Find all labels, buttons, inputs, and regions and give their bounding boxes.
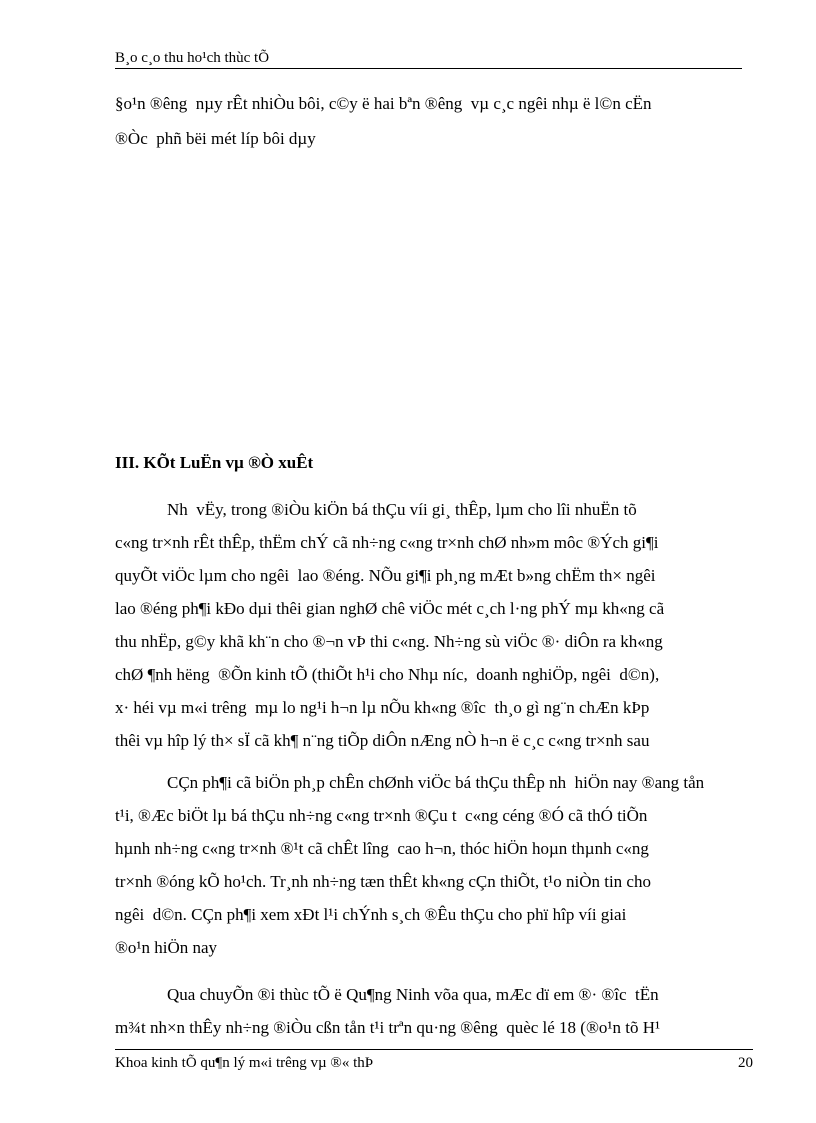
- text-line: quyÕt viÖc lµm cho ngêi lao ®éng. NÕu gi¶i ph¸ng mÆt b»ng chËm th× ngêi: [115, 566, 656, 585]
- text-line: Qua chuyÕn ®i thùc tÕ ë Qu¶ng Ninh võa qua, mÆc dï em ®· ®îc tËn: [167, 985, 659, 1004]
- text-line: t¹i, ®Æc biÖt lµ bá thÇu nh÷ng c«ng tr×nh ®Çu t c«ng céng ®Ó cã thÓ tiÕn: [115, 806, 648, 825]
- page-header: [115, 48, 742, 69]
- text-line: ®Òc phñ bëi mét líp bôi dµy: [115, 129, 316, 148]
- page-number: 20: [738, 1055, 753, 1071]
- text-line: ®o¹n hiÖn nay: [115, 938, 218, 957]
- text-line: hµnh nh÷ng c«ng tr×nh ®¹t cã chÊt lîng cao h¬n, thóc hiÖn hoµn thµnh c«ng: [115, 839, 649, 858]
- text-line: thu nhËp, g©y khã kh¨n cho ®¬n vÞ thi c«ng. Nh÷ng sù viÖc ®· diÔn ra kh«ng: [115, 632, 663, 651]
- footer-label: Khoa kinh tÕ qu¶n lý m«i trêng vµ ®« thÞ: [115, 1055, 374, 1071]
- text-line: chØ ¶nh hëng ®Õn kinh tÕ (thiÕt h¹i cho Nhµ níc, doanh nghiÖp, ngêi d©n),: [115, 665, 660, 684]
- text-line: tr×nh ®óng kÕ ho¹ch. Tr¸nh nh÷ng tæn thÊt kh«ng cÇn thiÕt, t¹o niÒn tin cho: [115, 872, 651, 891]
- text-line: lao ®éng ph¶i kÐo dµi thêi gian nghØ chê viÖc mét c¸ch l·ng phÝ mµ kh«ng cã: [115, 599, 665, 618]
- text-line: x· héi vµ m«i trêng mµ lo ng¹i h¬n lµ nÕu kh«ng ®îc th¸o gì ng¨n chÆn kÞp: [115, 698, 650, 717]
- text-line: m¾t nh×n thÊy nh÷ng ®iÒu cßn tån t¹i trªn qu·ng ®êng quèc lé 18 (®o¹n tõ H¹: [115, 1018, 661, 1037]
- text-line: c«ng tr×nh rÊt thÊp, thËm chÝ cã nh÷ng c«ng tr×nh chØ nh»m môc ®Ých gi¶i: [115, 533, 659, 552]
- header-title: B¸o c¸o thu ho¹ch thùc tÕ: [115, 50, 270, 66]
- text-line: thêi vµ hîp lý th× sÏ cã kh¶ n¨ng tiÕp diÔn nÆng nÒ h¬n ë c¸c c«ng tr×nh sau: [115, 731, 650, 750]
- text-line: CÇn ph¶i cã biÖn ph¸p chÊn chØnh viÖc bá thÇu thÊp nh hiÖn nay ®ang tån: [167, 773, 705, 792]
- text-line: Nh vËy, trong ®iÒu kiÖn bá thÇu víi gi¸ thÊp, lµm cho lîi nhuËn tõ: [167, 500, 637, 519]
- section-heading: III. KÕt LuËn vµ ®Ò xuÊt: [115, 453, 314, 472]
- text-line: ngêi d©n. CÇn ph¶i xem xÐt l¹i chÝnh s¸ch ®Êu thÇu cho phï hîp víi giai: [115, 905, 627, 924]
- page-footer: [115, 1049, 753, 1074]
- text-line: §o¹n ®êng nµy rÊt nhiÒu bôi, c©y ë hai bªn ®êng vµ c¸c ngêi nhµ ë l©n cËn: [115, 94, 652, 113]
